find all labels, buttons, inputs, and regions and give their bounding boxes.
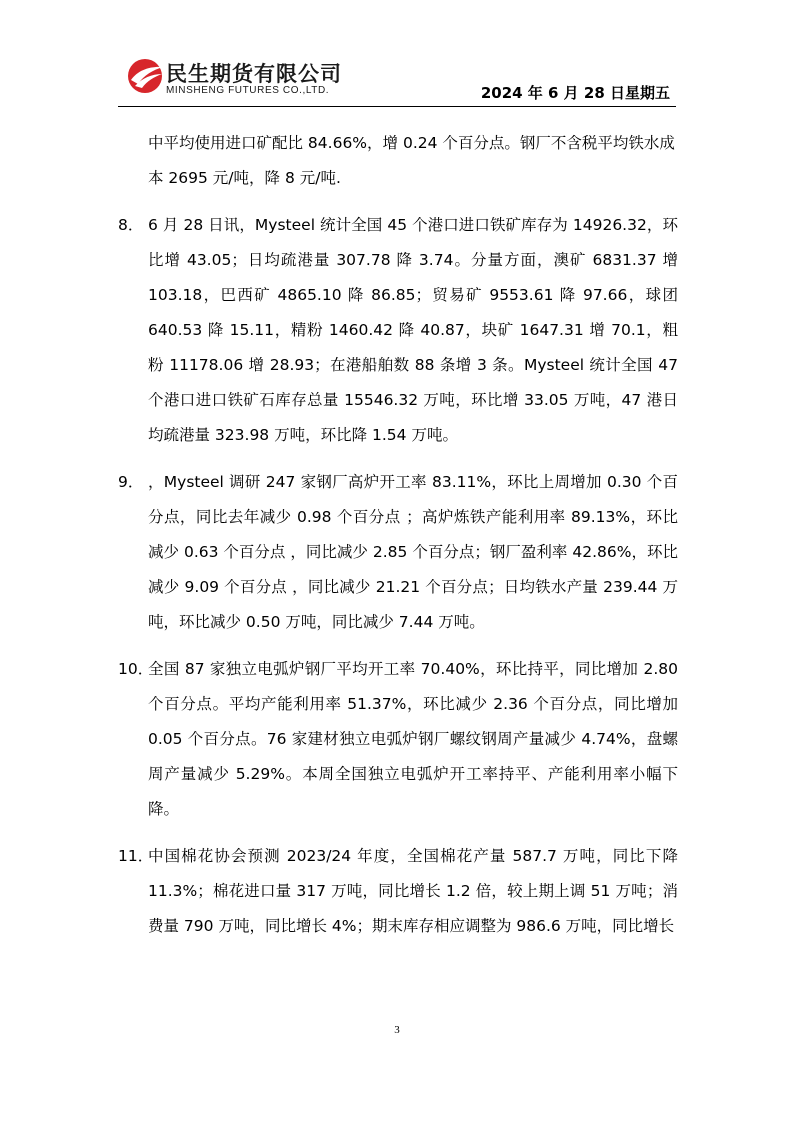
continuation-paragraph: 中平均使用进口矿配比 84.66%，增 0.24 个百分点。钢厂不含税平均铁水成本 2695 元/吨，降 8 元/吨. xyxy=(148,134,675,187)
list-item xyxy=(118,839,678,944)
company-name-en: MINSHENG FUTURES CO.,LTD. xyxy=(166,85,330,96)
list-item xyxy=(118,465,678,640)
page-header xyxy=(0,0,794,115)
item-number: 11． xyxy=(118,847,154,865)
minsheng-logo-icon xyxy=(126,56,166,96)
list-item xyxy=(118,652,678,827)
item-text: 6 月 28 日讯，Mysteel 统计全国 45 个港口进口铁矿库存为 14926.32，环比增 43.05；日均疏港量 307.78 降 3.74。分量方面，澳矿 6831.37 增 103.18，巴西矿 4865.10 降 86.85；贸易矿 9553.61 降 97.66，球团 640.53 降 15.11，精粉 1460.42 降 40.87，块矿 1647.31 增 70.1，粗粉 11178.06 增 28.93；在港船舶数 88 条增 3 条。Mysteel 统计全国 47 个港口进口铁矿石库存总量 15546.32 万吨，环比增 33.05 万吨，47 港日均疏港量 323.98 万吨，环比降 1.54 万吨。 xyxy=(148,216,678,444)
report-date: 2024 年 6 月 28 日星期五 xyxy=(480,84,670,102)
item-text: 全国 87 家独立电弧炉钢厂平均开工率 70.40%，环比持平，同比增加 2.80 个百分点。平均产能利用率 51.37%，环比减少 2.36 个百分点，同比增加 0.05 个百分点。76 家建材独立电弧炉钢厂螺纹钢周产量减少 4.74%，盘螺周产量减少 5.29%。本周全国独立电弧炉开工率持平、产能利用率小幅下降。 xyxy=(148,660,678,818)
item-text: 中国棉花协会预测 2023/24 年度，全国棉花产量 587.7 万吨，同比下降 11.3%；棉花进口量 317 万吨，同比增长 1.2 倍，较上期上调 51 万吨；消费量 790 万吨，同比增长 4%；期末库存相应调整为 986.6 万吨，同比增长 xyxy=(148,847,678,935)
item-number: 9． xyxy=(118,473,144,491)
item-text: ，Mysteel 调研 247 家钢厂高炉开工率 83.11%，环比上周增加 0.30 个百分点，同比去年减少 0.98 个百分点 ；高炉炼铁产能利用率 89.13%，环比减少 0.63 个百分点 ，同比减少 2.85 个百分点；钢厂盈利率 42.86%，环比减少 9.09 个百分点 ，同比减少 21.21 个百分点；日均铁水产量 239.44 万吨，环比减少 0.50 万吨，同比减少 7.44 万吨。 xyxy=(148,473,678,631)
item-number: 8． xyxy=(118,216,144,234)
header-divider xyxy=(118,106,676,107)
page-number: 3 xyxy=(394,1024,400,1036)
list-item xyxy=(118,208,678,453)
item-number: 10． xyxy=(118,660,154,678)
company-logo xyxy=(126,56,366,102)
company-name-cn: 民生期货有限公司 xyxy=(166,62,342,86)
document-body xyxy=(118,126,678,956)
